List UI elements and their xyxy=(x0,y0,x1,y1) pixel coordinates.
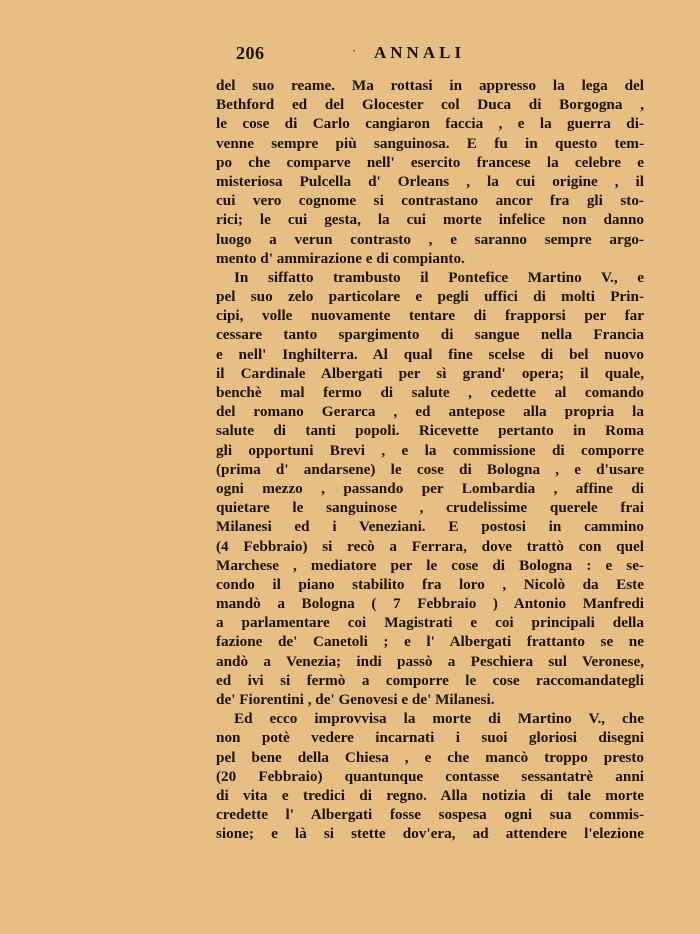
text-line: cui vero cognome si contrastano ancor fra gli sto- xyxy=(216,192,644,210)
text-line: In siffatto trambusto il Pontefice Martino V., e xyxy=(234,268,644,286)
text-line: cessare tanto spargimento di sangue nella Francia xyxy=(216,326,644,344)
text-line: mandò a Bologna ( 7 Febbraio ) Antonio Manfredi xyxy=(216,595,644,613)
text-line: gli opportuni Brevi , e la commissione di comporre xyxy=(216,441,644,459)
text-line: cipi, volle nuovamente tentare di frapporsi per far xyxy=(216,307,644,325)
body-text xyxy=(216,76,644,844)
paragraph-3 xyxy=(216,709,644,843)
text-line: venne sempre più sanguinosa. E fu in questo tem- xyxy=(216,134,644,152)
text-line: benchè mal fermo di salute , cedette al comando xyxy=(216,384,644,401)
text-line: pel bene della Chiesa , e che mancò troppo presto xyxy=(216,748,644,766)
text-line: (20 Febbraio) quantunque contasse sessantatrè anni xyxy=(216,767,644,785)
running-title: ANNALI xyxy=(374,43,466,62)
text-line: Milanesi ed i Veneziani. E postosi in cammino xyxy=(216,518,644,536)
text-line: e nell' Inghilterra. Al qual fine scelse di bel nuovo xyxy=(216,345,644,363)
text-line: (4 Febbraio) si recò a Ferrara, dove trattò con quel xyxy=(216,537,644,555)
text-line: a parlamentare coi Magistrati e coi principali della xyxy=(216,614,644,632)
text-line: misteriosa Pulcella d' Orleans , la cui origine , il xyxy=(216,172,644,190)
text-line: sione; e là si stette dov'era, ad attendere l'elezione xyxy=(216,825,644,843)
text-line: po che comparve nell' esercito francese la celebre e xyxy=(216,153,644,171)
header-mark: · xyxy=(352,43,357,58)
paragraph-2 xyxy=(216,268,644,709)
page-header xyxy=(216,43,644,65)
text-line: del romano Gerarca , ed antepose alla propria la xyxy=(216,403,644,421)
text-line: luogo a verun contrasto , e saranno sempre argo- xyxy=(216,230,644,248)
text-line: (prima d' andarsene) le cose di Bologna , e d'usare xyxy=(216,460,644,478)
text-line: de' Fiorentini , de' Genovesi e de' Milanesi. xyxy=(216,691,495,708)
text-line: andò a Venezia; indi passò a Peschiera sul Veronese, xyxy=(216,652,644,670)
text-line: condo il piano stabilito fra loro , Nicolò da Este xyxy=(216,575,644,593)
text-line: Marchese , mediatore per le cose di Bologna : e se- xyxy=(216,556,644,574)
text-line: le cose di Carlo cangiaron faccia , e la guerra di- xyxy=(216,115,644,133)
text-line: fazione de' Canetoli ; e l' Albergati frattanto se ne xyxy=(216,633,644,651)
text-line: pel suo zelo particolare e pegli uffici di molti Prin- xyxy=(216,288,644,306)
text-line: mento d' ammirazione e di compianto. xyxy=(216,249,465,267)
text-line: rici; le cui gesta, la cui morte infelice non danno xyxy=(216,211,644,229)
text-line: Ed ecco improvvisa la morte di Martino V., che xyxy=(234,710,644,728)
text-line: quietare le sanguinose , crudelissime querele frai xyxy=(216,499,644,517)
text-line: di vita e tredici di regno. Alla notizia di tale morte xyxy=(216,786,644,804)
paragraph-1 xyxy=(216,76,644,268)
text-line: credette l' Albergati fosse sospesa ogni sua commis- xyxy=(216,806,644,824)
text-line: non potè vedere incarnati i suoi gloriosi disegni xyxy=(216,729,644,747)
text-line: Bethford ed del Glocester col Duca di Borgogna , xyxy=(216,96,644,114)
text-line: il Cardinale Albergati per sì grand' opera; il quale, xyxy=(216,364,644,382)
text-line: ed ivi si fermò a comporre le cose raccomandategli xyxy=(216,671,644,689)
text-line: salute di tanti popoli. Ricevette pertanto in Roma xyxy=(216,422,644,440)
text-line: del suo reame. Ma rottasi in appresso la lega del xyxy=(216,77,644,94)
text-line: ogni mezzo , passando per Lombardia , affine di xyxy=(216,479,644,497)
page-number: 206 xyxy=(236,43,265,63)
